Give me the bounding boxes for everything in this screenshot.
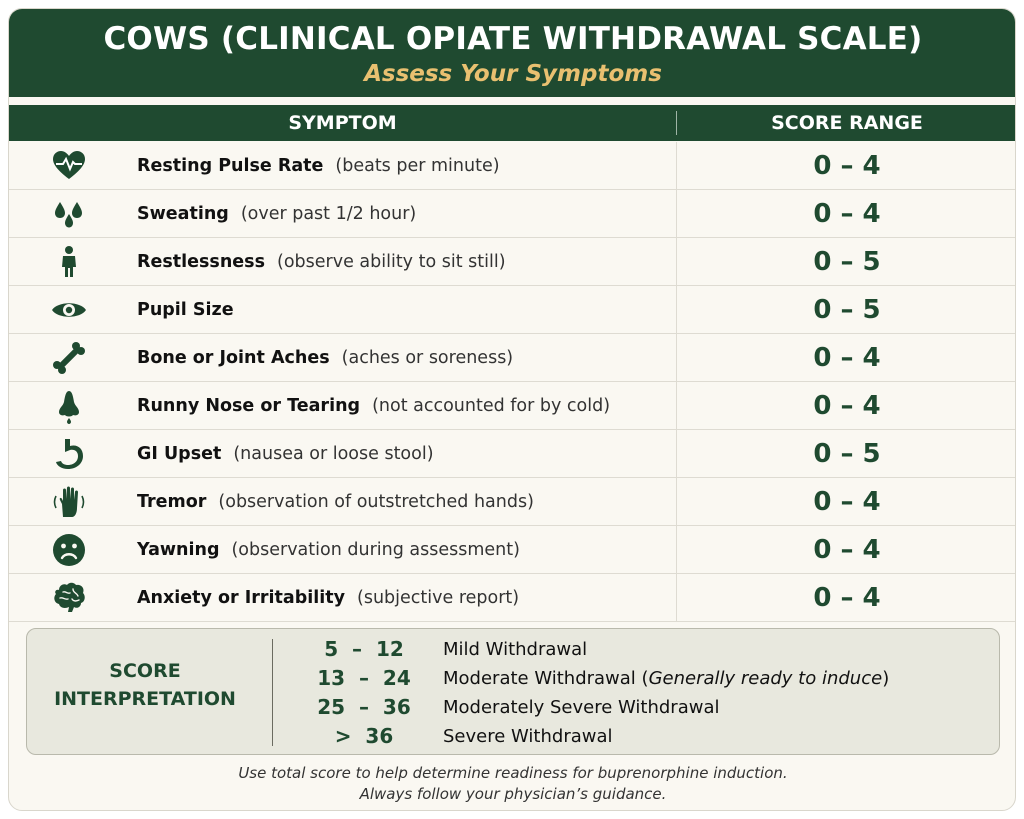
score-range-value: 0 – 5: [813, 247, 881, 277]
table-row: [9, 238, 1016, 286]
stomach-icon: [51, 436, 87, 472]
column-header-score-range: SCORE RANGE: [771, 112, 923, 134]
symptom-label: Pupil Size: [137, 300, 234, 320]
score-range-value: 0 – 4: [813, 487, 881, 517]
interpretation-range: 13 – 24: [317, 666, 411, 690]
table-row: [9, 142, 1016, 190]
header-banner: [9, 9, 1016, 97]
interpretation-range: 5 – 12: [324, 637, 404, 661]
footer-note-line2: Always follow your physician’s guidance.: [359, 785, 667, 803]
interpretation-divider: [272, 639, 273, 746]
symptom-label: Yawning (observation during assessment): [137, 540, 520, 560]
interpretation-label: SCORE INTERPRETATION: [54, 660, 236, 710]
interpretation-description: Moderately Severe Withdrawal: [443, 697, 720, 718]
symptom-label: Runny Nose or Tearing (not accounted for by cold): [137, 396, 611, 416]
sad-face-icon: [51, 532, 87, 568]
interpretation-description: Mild Withdrawal: [443, 639, 588, 660]
table-row: [9, 574, 1016, 622]
score-range-value: 0 – 4: [813, 535, 881, 565]
table-row: [9, 334, 1016, 382]
table-header: [9, 105, 1016, 141]
table-row: [9, 286, 1016, 334]
interpretation-range: 25 – 36: [317, 695, 411, 719]
table-row: [9, 526, 1016, 574]
person-icon: [51, 244, 87, 280]
score-range-value: 0 – 4: [813, 151, 881, 181]
score-range-value: 0 – 4: [813, 583, 881, 613]
symptom-label: Tremor (observation of outstretched hands): [137, 492, 534, 512]
page-subtitle: Assess Your Symptoms: [364, 61, 662, 87]
interpretation-description: Severe Withdrawal: [443, 726, 613, 747]
heart-pulse-icon: [51, 148, 87, 184]
symptom-label: Restlessness (observe ability to sit still): [137, 252, 506, 272]
table-row: [9, 382, 1016, 430]
score-range-value: 0 – 4: [813, 343, 881, 373]
eye-icon: [51, 292, 87, 328]
symptom-label: Sweating (over past 1/2 hour): [137, 204, 417, 224]
interpretation-description: Moderate Withdrawal (Generally ready to induce): [443, 668, 890, 689]
sweat-drops-icon: [51, 196, 87, 232]
table-row: [9, 478, 1016, 526]
interpretation-note: Generally ready to induce: [648, 668, 883, 689]
table-row: [9, 430, 1016, 478]
nose-icon: [51, 388, 87, 424]
shaking-hand-icon: [51, 484, 87, 520]
brain-icon: [51, 580, 87, 616]
symptom-label: Resting Pulse Rate (beats per minute): [137, 156, 500, 176]
score-range-value: 0 – 4: [813, 199, 881, 229]
footer-note-line1: Use total score to help determine readiness for buprenorphine induction.: [238, 764, 788, 782]
column-header-symptom: SYMPTOM: [288, 112, 397, 134]
score-range-value: 0 – 5: [813, 439, 881, 469]
score-range-value: 0 – 4: [813, 391, 881, 421]
interpretation-range: > 36: [334, 724, 394, 748]
symptom-label: Anxiety or Irritability (subjective report): [137, 588, 520, 608]
bone-icon: [51, 340, 87, 376]
cows-card: [8, 8, 1016, 811]
page-title: COWS (CLINICAL OPIATE WITHDRAWAL SCALE): [103, 21, 923, 57]
symptom-label: Bone or Joint Aches (aches or soreness): [137, 348, 514, 368]
score-range-value: 0 – 5: [813, 295, 881, 325]
symptom-label: GI Upset (nausea or loose stool): [137, 444, 434, 464]
score-interpretation-box: [26, 628, 1000, 755]
table-row: [9, 190, 1016, 238]
